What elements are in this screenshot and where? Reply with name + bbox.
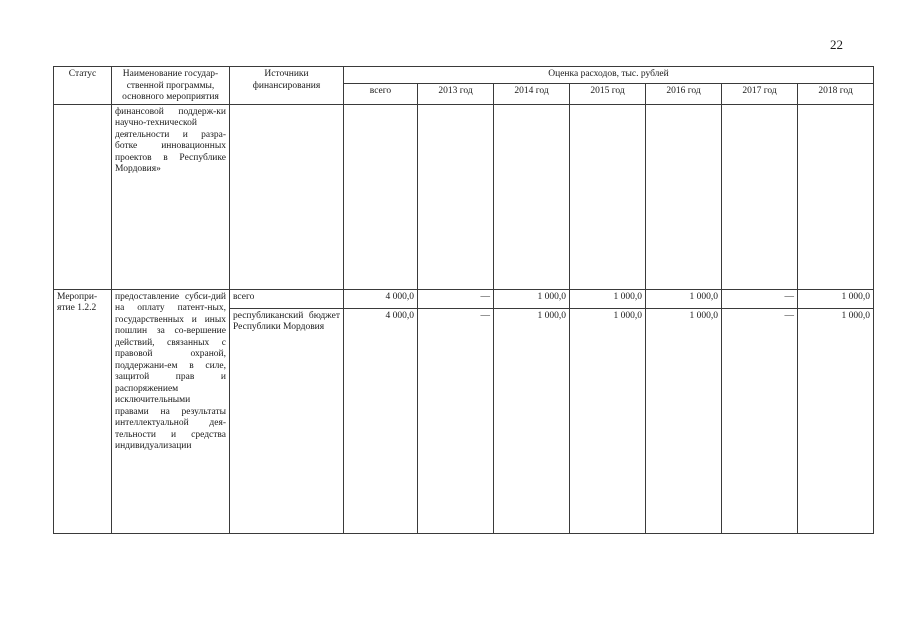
value-2015: 1 000,0	[570, 289, 646, 308]
continued-source-cell	[230, 104, 344, 289]
value-total: 4 000,0	[344, 289, 418, 308]
header-expense-estimate: Оценка расходов, тыс. рублей	[344, 67, 874, 84]
value-2016: 1 000,0	[646, 308, 722, 533]
table-cell	[494, 104, 570, 289]
header-col-2018: 2018 год	[798, 83, 874, 104]
header-row	[54, 67, 874, 84]
source-republic-budget-cell: республиканский бюджет Республики Мордовия	[230, 308, 344, 533]
continued-status-cell	[54, 104, 112, 289]
value-2014: 1 000,0	[494, 308, 570, 533]
header-col-2017: 2017 год	[722, 83, 798, 104]
measure-status-cell: Меропри-ятие 1.2.2	[54, 289, 112, 533]
table-cell	[798, 104, 874, 289]
value-2014: 1 000,0	[494, 289, 570, 308]
value-2016: 1 000,0	[646, 289, 722, 308]
header-program-name: Наименование государ-ственной программы, основного мероприятия	[112, 67, 230, 105]
table-cell	[646, 104, 722, 289]
value-2015: 1 000,0	[570, 308, 646, 533]
value-2013: —	[418, 289, 494, 308]
table-row	[54, 289, 874, 308]
header-col-2014: 2014 год	[494, 83, 570, 104]
table-cell	[418, 104, 494, 289]
header-funding-sources: Источники финансирования	[230, 67, 344, 105]
continued-row	[54, 104, 874, 289]
table-cell	[722, 104, 798, 289]
value-total: 4 000,0	[344, 308, 418, 533]
header-col-2016: 2016 год	[646, 83, 722, 104]
table-cell	[570, 104, 646, 289]
value-2018: 1 000,0	[798, 289, 874, 308]
value-2017: —	[722, 289, 798, 308]
value-2013: —	[418, 308, 494, 533]
header-col-2013: 2013 год	[418, 83, 494, 104]
header-col-2015: 2015 год	[570, 83, 646, 104]
measure-name-cell: предоставление субси-дий на оплату патент-ных, государственных и иных пошлин за со-вершение действий, связанных с правовой охраной, поддержани-ем в силе, защитой прав и распоряжением исключительными правами на результаты интеллектуальной дея-тельности и средства индивидуализации	[112, 289, 230, 533]
header-status: Статус	[54, 67, 112, 105]
header-col-total: всего	[344, 83, 418, 104]
value-2017: —	[722, 308, 798, 533]
table-cell	[344, 104, 418, 289]
page-number: 22	[830, 37, 843, 52]
continued-name-cell: финансовой поддерж-ки научно-технической деятельности и разра-ботке инновационных проектов в Республике Мордовия»	[112, 104, 230, 289]
source-total-cell: всего	[230, 289, 344, 308]
value-2018: 1 000,0	[798, 308, 874, 533]
budget-table	[53, 66, 874, 534]
